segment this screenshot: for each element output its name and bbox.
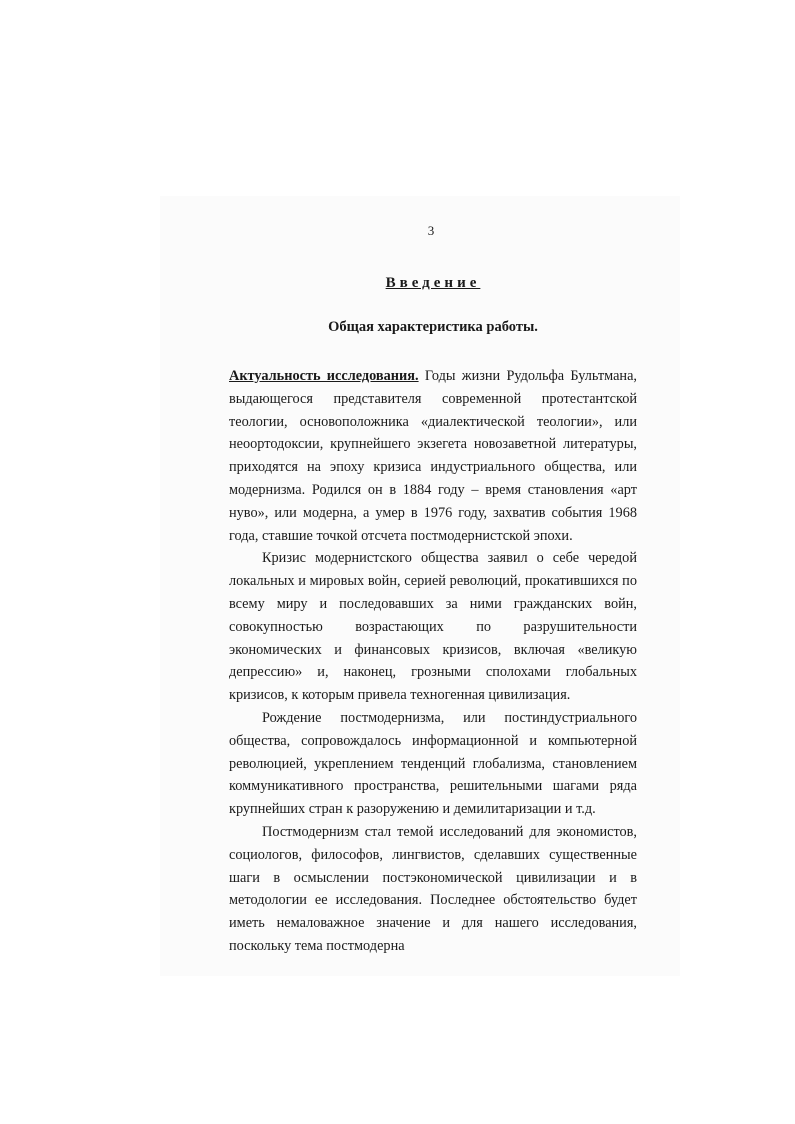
- paragraph-postmodernism-birth: Рождение постмодернизма, или постиндустриального общества, сопровождалось информационной и компьютерной революцией, укреплением тенденций глобализма, становлением коммуникативного пространства, решительными шагами ряда крупнейших стран к разоружению и демилитаризации и т.д.: [229, 709, 637, 818]
- paragraph-text: Годы жизни Рудольфа Бультмана, выдающегося представителя современной протестантской теологии, основоположника «диалектической теологии», или неоортодоксии, крупнейшего экзегета новозаветной литературы, приходятся на эпоху кризиса индустриального общества, или модернизма. Родился он в 1884 году – время становления «арт нуво», или модерна, а умер в 1976 году, захватив события 1968 года, ставшие точкой отсчета постмодернистской эпохи.: [229, 368, 637, 544]
- page-number: 3: [427, 223, 435, 238]
- section-title: Общая характеристика работы.: [328, 319, 538, 335]
- paragraph-postmodernism-research: Постмодернизм стал темой исследований для экономистов, социологов, философов, лингвистов, сделавших существенные шаги в осмыслении постэкономической цивилизации и в методологии ее исследования. Последнее обстоятельство будет иметь немаловажное значение и для нашего исследования, поскольку тема постмодерна: [229, 823, 637, 954]
- paragraph-modernism-crisis: Кризис модернистского общества заявил о себе чередой локальных и мировых войн, серией революций, прокатившихся по всему миру и последовавших за ними гражданских войн, совокупностью возрастающих по разрушительности экономических и финансовых кризисов, включая «великую депрессию» и, наконец, грозными сполохами глобальных кризисов, к которым привела техногенная цивилизация.: [229, 550, 637, 704]
- paragraph-lead-heading: Актуальность исследования.: [229, 368, 419, 384]
- body-text: [229, 365, 637, 958]
- paragraph-relevance: [229, 365, 637, 547]
- chapter-title: Введение: [385, 275, 481, 291]
